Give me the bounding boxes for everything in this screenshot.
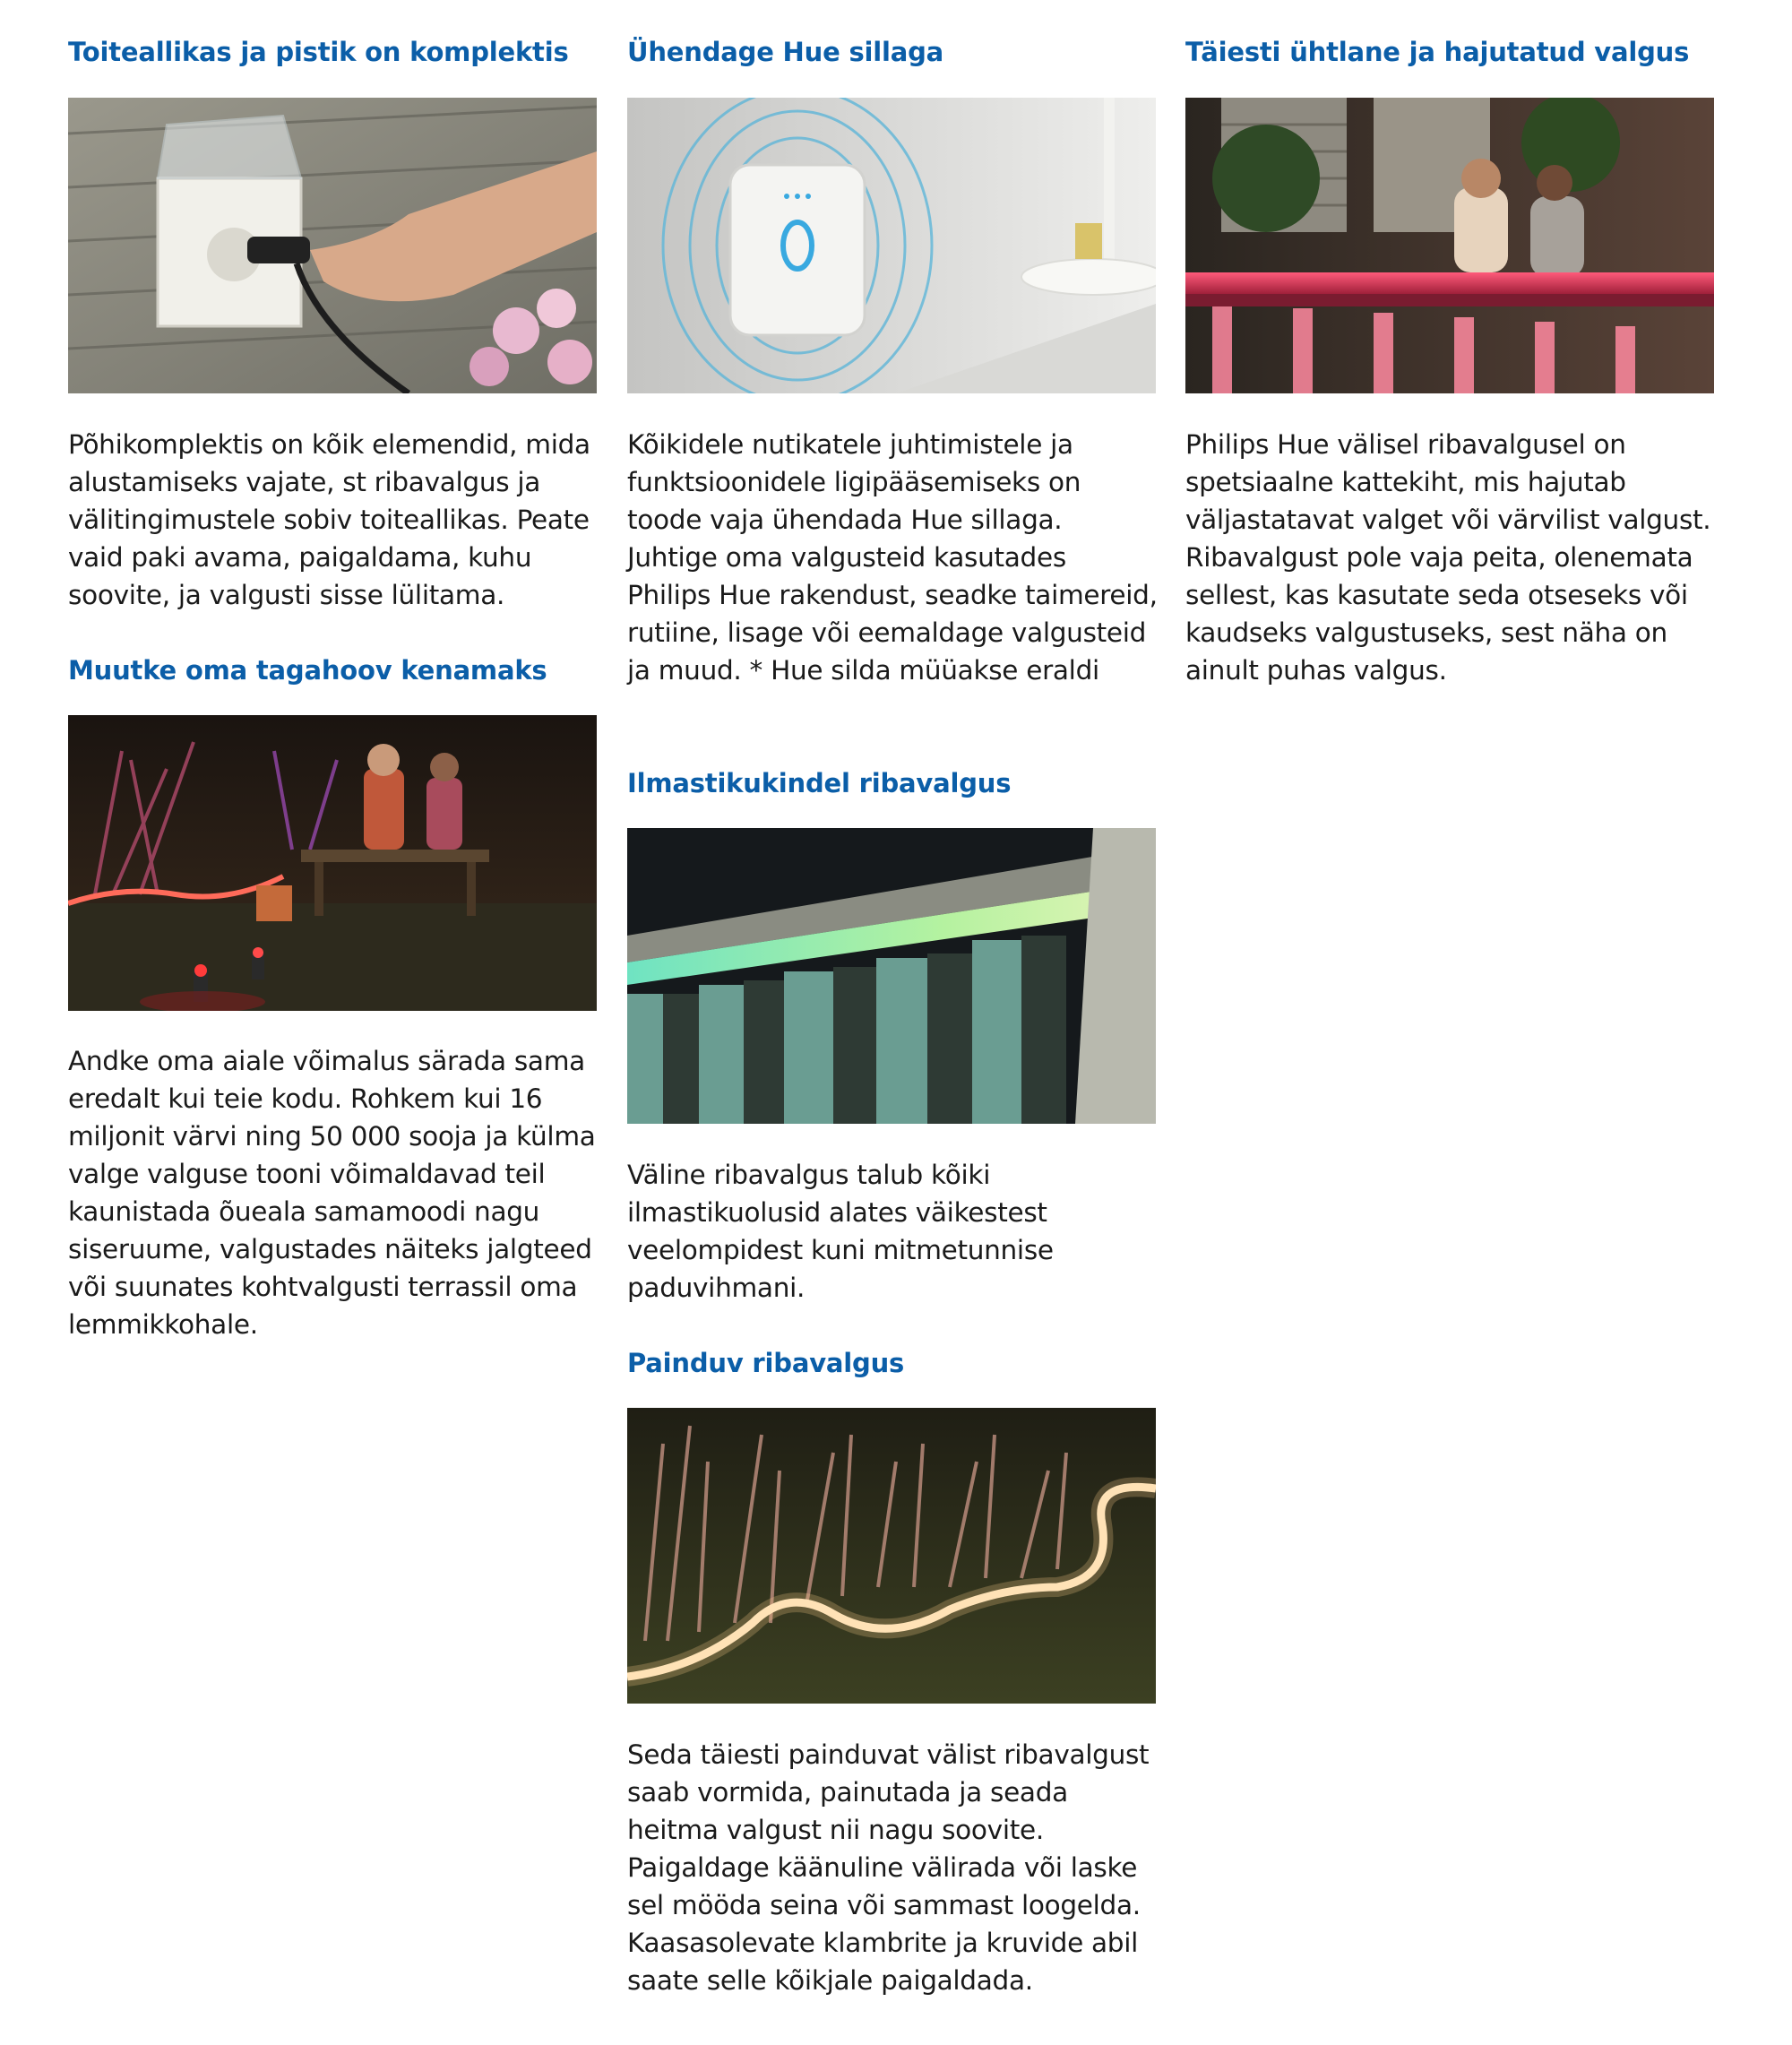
photo-railing-light	[627, 828, 1156, 1124]
heading-backyard: Muutke oma tagahoov kenamaks	[68, 655, 547, 686]
text-weatherproof: Väline ribavalgus talub kõiki ilmastikuolusid alates väikestest veelompidest kuni mitmetunnise paduvihmani.	[627, 1160, 1054, 1303]
text-backyard: Andke oma aiale võimalus särada sama eredalt kui teie kodu. Rohkem kui 16 miljonit värvi ning 50 000 sooja ja külma valge valguse tooni võimaldavad teil kaunistada õueala samamoodi nagu siseruume, valgustades näiteks jalgteed või suunates kohtvalgusti terrassil oma lemmikkohale.	[68, 1046, 596, 1340]
photo-outdoor-socket	[68, 98, 597, 393]
photo-flexible-strip	[627, 1408, 1156, 1704]
photo-garden-party	[68, 715, 597, 1011]
heading-power-supply: Toiteallikas ja pistik on komplektis	[68, 37, 569, 67]
text-diffused-light: Philips Hue välisel ribavalgusel on spetsiaalne kattekiht, mis hajutab väljastatavat valget või värvilist valgust. Ribavalgust pole vaja peita, olenemata sellest, kas kasutate seda otseseks või kaudseks valgustuseks, sest näha on ainult puhas valgus.	[1185, 429, 1711, 686]
heading-weatherproof: Ilmastikukindel ribavalgus	[627, 768, 1012, 798]
text-flexible: Seda täiesti painduvat välist ribavalgust saab vormida, painutada ja seada heitma valgust nii nagu soovite. Paigaldage käänuline välirada või laske sel mööda seina või sammast loogelda. Kaasasolevate klambrite ja kruvide abil saate selle kõikjale paigaldada.	[627, 1739, 1150, 1996]
heading-diffused-light: Täiesti ühtlane ja hajutatud valgus	[1185, 37, 1690, 67]
photo-hue-bridge	[627, 98, 1156, 393]
heading-flexible: Painduv ribavalgus	[627, 1348, 905, 1378]
text-hue-bridge: Kõikidele nutikatele juhtimistele ja funktsioonidele ligipääsemiseks on toode vaja ühendada Hue sillaga. Juhtige oma valgusteid kasutades Philips Hue rakendust, seadke taimereid, rutiine, lisage või eemaldage valgusteid ja muud. * Hue silda müüakse eraldi	[627, 429, 1158, 686]
photo-terrace-women	[1185, 98, 1714, 393]
heading-hue-bridge: Ühendage Hue sillaga	[627, 37, 944, 67]
text-power-supply: Põhikomplektis on kõik elemendid, mida alustamiseks vajate, st ribavalgus ja välitingimustele sobiv toiteallikas. Peate vaid paki avama, paigaldama, kuhu soovite, ja valgusti sisse lülitama.	[68, 429, 590, 610]
